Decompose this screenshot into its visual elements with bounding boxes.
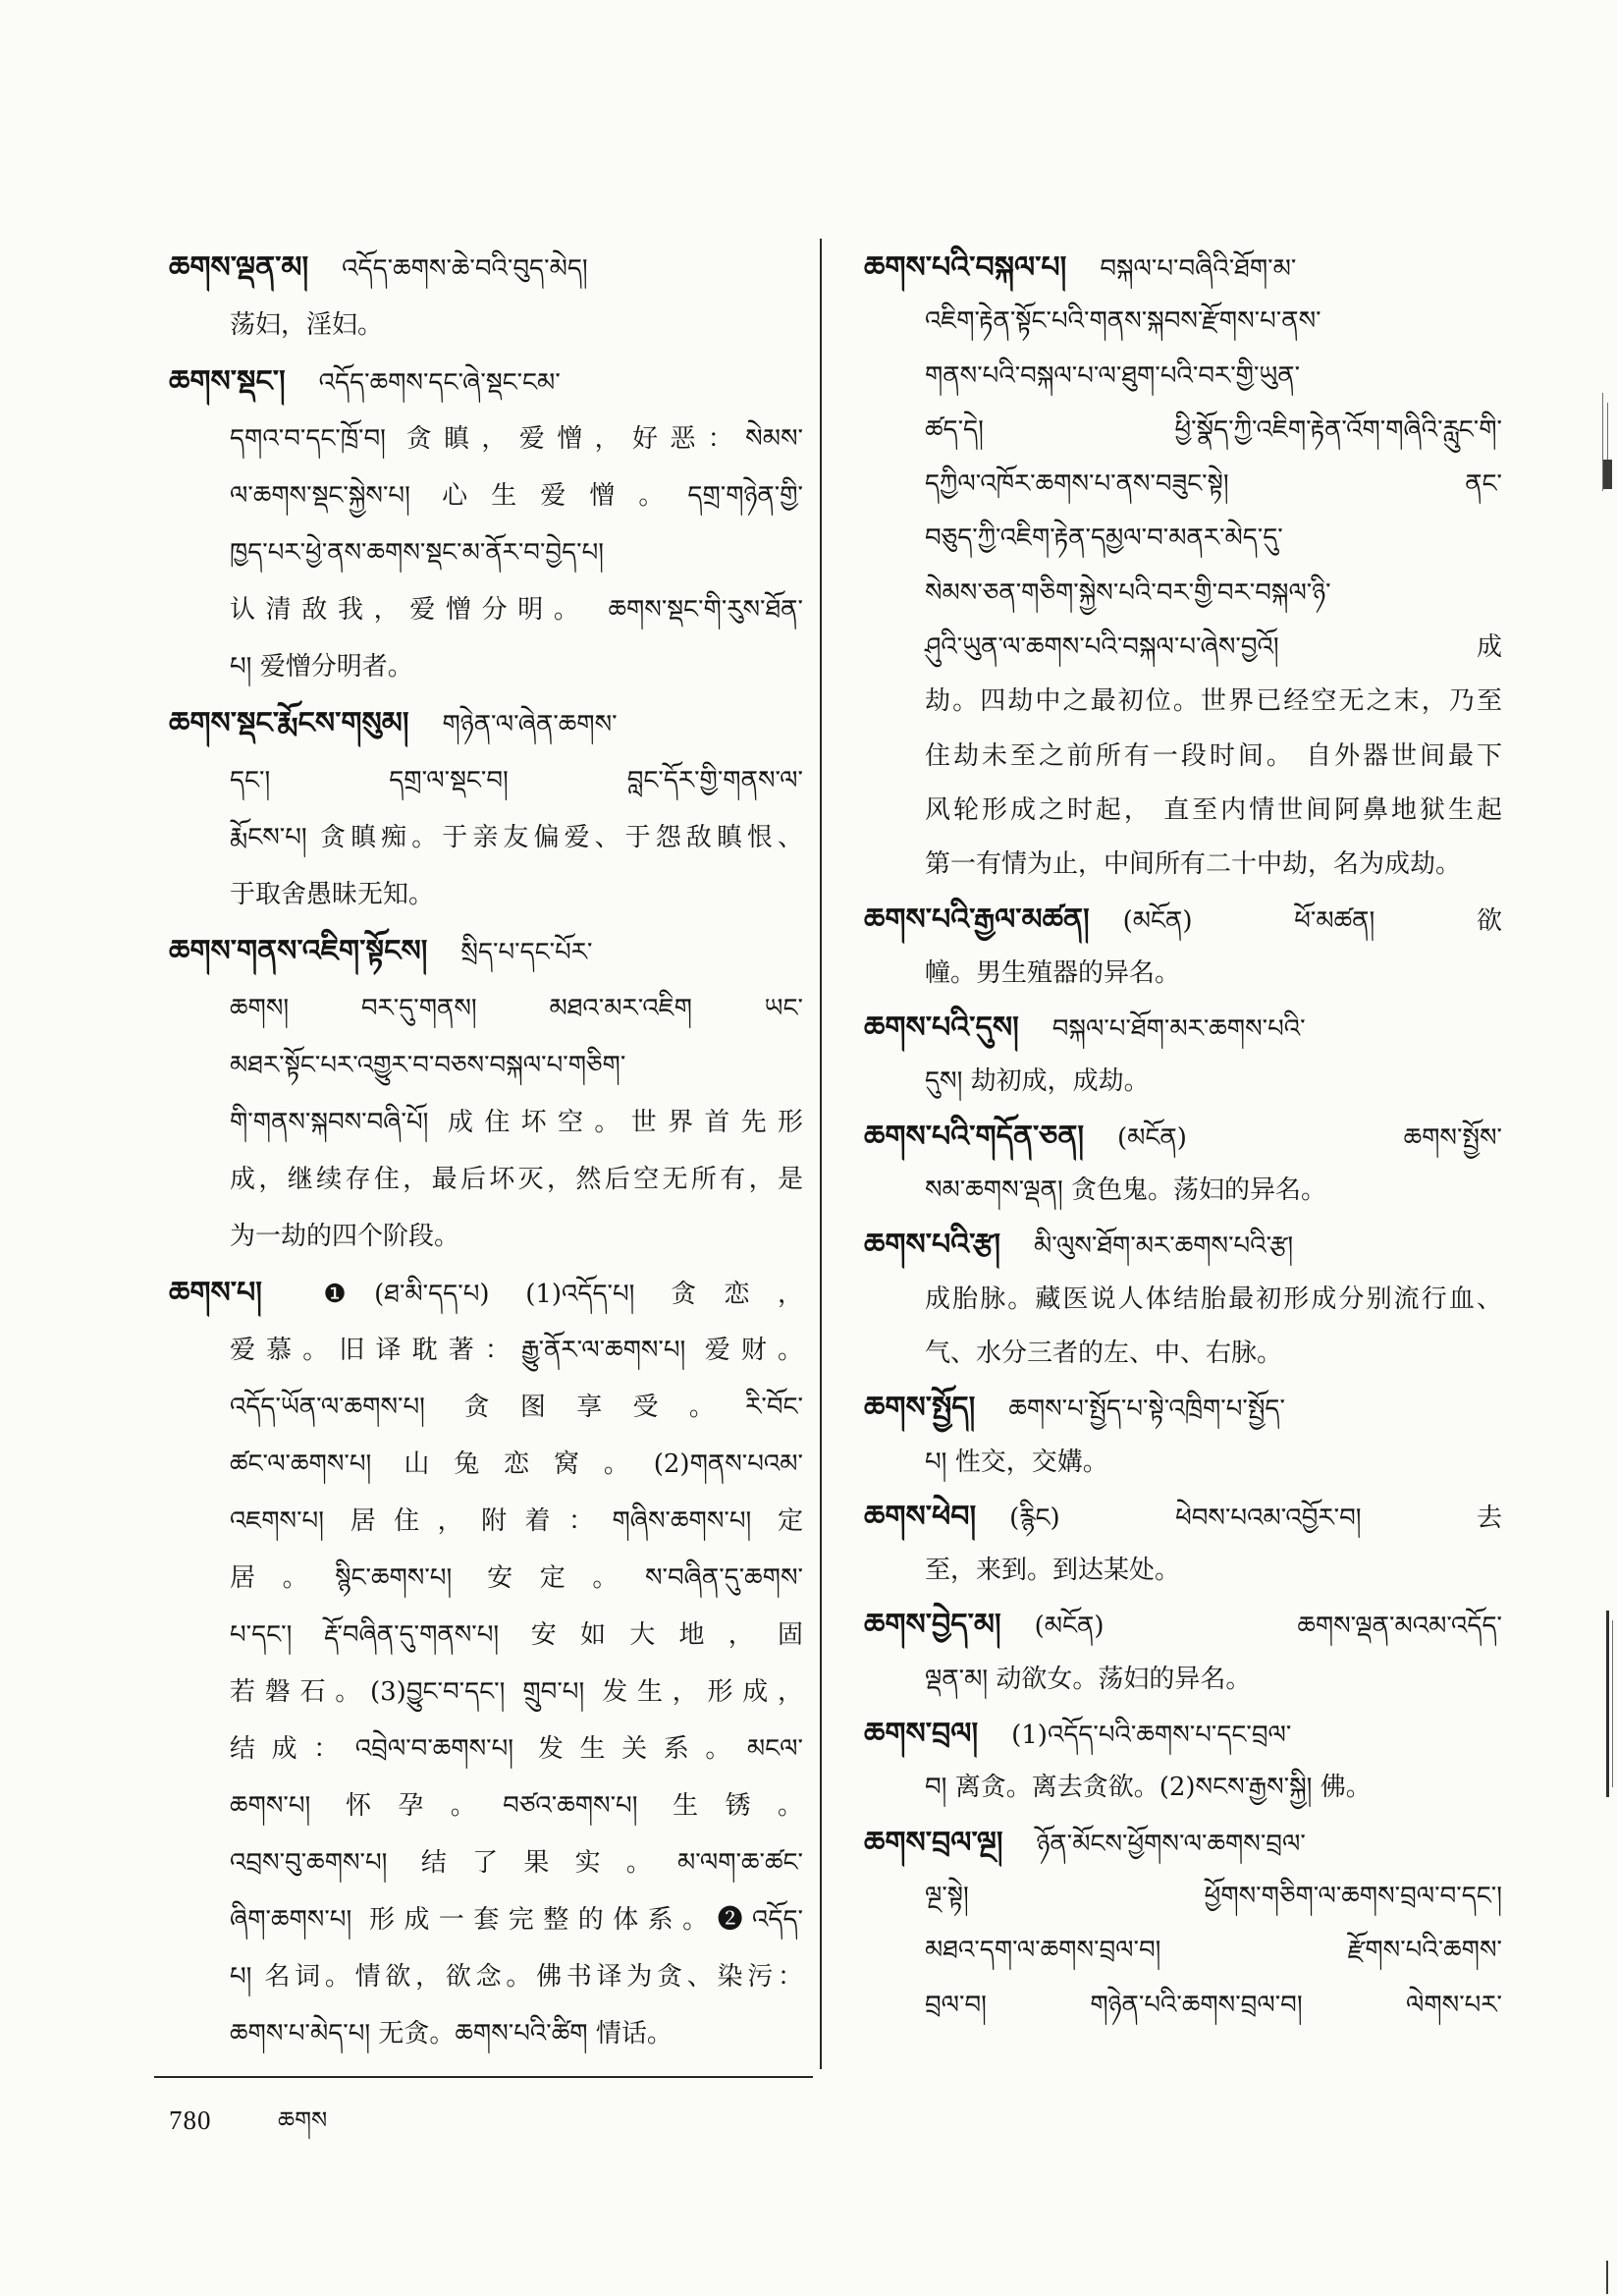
entry-headword: ཆགས་བྱེད་མ།: [864, 1608, 1001, 1643]
entry-first-line: [864, 1110, 1502, 1164]
entry-text: 气、水分三者的左、中、右脉。: [925, 1338, 1283, 1368]
entry-text: (མངོན) ཆགས་ལྡན་མའམ་འདོད་: [1034, 1612, 1502, 1642]
entry-headword: ཆགས་པའི་བསྐལ་པ།: [864, 250, 1067, 285]
entry-headword: ཆགས་ལྡན་མ།: [169, 250, 309, 285]
entry-text: རྨོངས་པ། 贪瞋痴。于亲友偏爱、于怨敌瞋恨、: [230, 823, 803, 852]
entry-text: གཉེན་ལ་ཞེན་ཆགས་: [442, 710, 618, 739]
entry-line: [169, 1322, 803, 1379]
entry-line: [864, 784, 1502, 838]
entry-line: [864, 1761, 1502, 1815]
entry-line: [169, 1094, 803, 1151]
entry-first-line: [864, 1598, 1502, 1652]
entry-text: མི་ལུས་ཐོག་མར་ཆགས་པའི་རྩ།: [1034, 1231, 1294, 1262]
entry-line: [169, 1208, 803, 1265]
entry-text: ❶(ཐ་མི་དད་པ) (1)འདོད་པ། 贪恋，: [295, 1280, 803, 1309]
entry-line: [864, 621, 1502, 675]
scan-artifact: [1612, 1620, 1613, 1787]
entry-headword: ཆགས་པའི་གདོན་ཅན།: [864, 1119, 1085, 1154]
entry-line: [169, 1379, 803, 1436]
entry-line: [864, 404, 1502, 458]
entry-text: གི་གནས་སྐབས་བཞི་པོ། 成住坏空。世界首先形: [230, 1108, 803, 1137]
entry-text: ཚད་དེ། ཕྱི་སྣོད་ཀྱི་འཇིག་རྟེན་འོག་གཞིའི་རླུང་གི་: [925, 414, 1502, 445]
entry-first-line: [864, 241, 1502, 295]
entry-line: [864, 295, 1502, 349]
dictionary-entry: [864, 1707, 1502, 1816]
entry-text: (མངོན) ཆགས་སྤྱོས་: [1117, 1122, 1502, 1153]
entry-text: 认清敌我，爱憎分明。 ཆགས་སྡང་གི་རུས་ཐོན་: [230, 595, 803, 625]
entry-line: [864, 730, 1502, 784]
entry-text: པ། 性交，交媾。: [925, 1447, 1108, 1477]
entry-line: [169, 1834, 803, 1891]
entry-headword: ཆགས་བྲལ་ལྔ།: [864, 1825, 1003, 1860]
scan-artifact: [1606, 2261, 1608, 2294]
entry-text: ཉོན་མོངས་ཕྱོགས་ལ་ཆགས་བྲལ་: [1036, 1829, 1306, 1859]
entry-line: [864, 1327, 1502, 1381]
entry-line: [864, 1436, 1502, 1490]
entry-text: ཆགས་པ། 怀孕。བཙའ་ཆགས་པ། 生锈。: [230, 1791, 803, 1821]
entry-line: [864, 350, 1502, 404]
dictionary-entry: [864, 1490, 1502, 1599]
dictionary-entry: [169, 240, 803, 354]
entry-first-line: [864, 1490, 1502, 1544]
entry-line: [864, 1924, 1502, 1978]
entry-text: ཤུའི་ཡུན་ལ་ཆགས་པའི་བསྐལ་པ་ཞེས་བྱའོ། 成: [925, 632, 1502, 663]
entry-text: བསྐལ་པ་བཞིའི་ཐོག་མ་: [1100, 254, 1297, 284]
entry-first-line: [864, 1381, 1502, 1435]
entry-line: [169, 410, 803, 467]
entry-text: 至，来到。到达某处。: [925, 1556, 1181, 1586]
entry-first-line: [864, 1001, 1502, 1055]
entry-text: དང་། དགྲ་ལ་སྡང་བ། བླང་དོར་གྱི་གནས་ལ་: [230, 766, 803, 795]
entry-text: ལྡན་མ། 动欲女。荡妇的异名。: [925, 1664, 1252, 1694]
entry-first-line: [864, 1816, 1502, 1870]
scan-artifact: [1603, 460, 1612, 489]
entry-text: ལ་ཆགས་སྡང་སྐྱེས་པ། 心生爱憎。དགྲ་གཉེན་གྱི་: [230, 481, 803, 511]
entry-text: འཇགས་པ། 居住，附着：གཞིས་ཆགས་པ། 定: [230, 1506, 803, 1536]
entry-text: 于取舍愚昧无知。: [230, 880, 435, 909]
entry-line: [864, 1055, 1502, 1109]
entry-line: [169, 2005, 803, 2062]
entry-text: ལྔ་སྟེ། ཕྱོགས་གཅིག་ལ་ཆགས་བྲལ་བ་དང་།: [925, 1881, 1502, 1911]
entry-text: ཆགས། བར་དུ་གནས། མཐའ་མར་འཇིག ཡང་: [230, 994, 803, 1023]
entry-text: (རྙིང) ཕེབས་པའམ་འབྱོར་བ། 去: [1009, 1503, 1502, 1533]
entry-text: བ། 离贪。离去贪欲。(2)སངས་རྒྱས་སྐྱི། 佛。: [925, 1773, 1372, 1803]
entry-text: 荡妇，淫妇。: [230, 310, 384, 340]
entry-line: [864, 1870, 1502, 1924]
scan-artifact: [1606, 1611, 1609, 1797]
entry-text: གནས་པའི་བསྐལ་པ་ལ་ཐུག་པའི་བར་གྱི་ཡུན་: [925, 360, 1301, 391]
footer-rule: [154, 2076, 813, 2078]
entry-text: 幢。男生殖器的异名。: [925, 957, 1181, 988]
entry-text: སམ་ཆགས་ལྡན། 贪色鬼。荡妇的异名。: [925, 1175, 1327, 1206]
entry-first-line: [864, 1218, 1502, 1272]
entry-line: [169, 467, 803, 524]
entry-line: [864, 947, 1502, 1001]
entry-line: [169, 1037, 803, 1094]
entry-first-line: [169, 1265, 803, 1322]
entry-headword: ཆགས་གནས་འཇིག་སྟོངས།: [169, 934, 428, 968]
entry-headword: ཆགས་པ།: [169, 1276, 262, 1310]
entry-line: [864, 1979, 1502, 2033]
dictionary-entry: [864, 893, 1502, 1002]
entry-text: 成胎脉。藏医说人体结胎最初形成分别流行血、: [925, 1284, 1502, 1314]
entry-line: [169, 866, 803, 923]
entry-line: [169, 809, 803, 866]
entry-text: བཅུད་ཀྱི་འཇིག་རྟེན་དམྱལ་བ་མནར་མེད་དུ་: [925, 523, 1283, 554]
entry-text: 成，继续存住，最后坏灭，然后空无所有，是: [230, 1165, 803, 1194]
left-column: [169, 240, 803, 2068]
entry-text: བསྐལ་པ་ཐོག་མར་ཆགས་པའི་: [1051, 1014, 1306, 1045]
entry-text: དུས། 劫初成，成劫。: [925, 1066, 1150, 1097]
entry-line: [169, 1151, 803, 1208]
entry-line: [169, 581, 803, 638]
entry-text: 第一有情为止，中间所有二十中劫，名为成劫。: [925, 849, 1462, 880]
entry-text: དགའ་བ་དང་ཁྲོ་བ། 贪瞋，爱憎，好恶：སེམས་: [230, 424, 803, 454]
entry-first-line: [169, 240, 803, 297]
entry-text: ཚང་ལ་ཆགས་པ། 山兔恋窝。(2)གནས་པའམ་: [230, 1449, 803, 1479]
entry-line: [864, 675, 1502, 729]
entry-line: [169, 1607, 803, 1664]
entry-text: 居。སྙིང་ཆགས་པ། 安定。ས་བཞིན་དུ་ཆགས་: [230, 1563, 803, 1593]
column-divider: [820, 239, 822, 2069]
running-head: ཆགས: [278, 2106, 328, 2134]
entry-line: [169, 752, 803, 809]
entry-text: 风轮形成之时起， 直至内情世间阿鼻地狱生起: [925, 794, 1502, 825]
entry-headword: ཆགས་པའི་དུས།: [864, 1011, 1019, 1046]
entry-text: ཆགས་པ་སྤྱོད་པ་སྟེ་འཁྲིག་པ་སྤྱོད་: [1008, 1394, 1285, 1425]
entry-text: པ་དང་། རྡོ་བཞིན་དུ་གནས་པ། 安如大地，固: [230, 1620, 803, 1650]
dictionary-entry: [169, 354, 803, 695]
entry-first-line: [169, 923, 803, 980]
entry-text: དཀྱིལ་འཁོར་ཆགས་པ་ནས་བཟུང་སྟེ། ནང་: [925, 469, 1502, 500]
entry-text: 劫。四劫中之最初位。世界已经空无之末，乃至: [925, 686, 1502, 717]
entry-line: [169, 524, 803, 581]
entry-text: འདོད་ཆགས་དང་ཞེ་སྡང་ངམ་: [318, 368, 561, 398]
entry-line: [169, 1436, 803, 1493]
entry-first-line: [864, 893, 1502, 947]
entry-headword: ཆགས་སྤྱོད།: [864, 1391, 976, 1426]
entry-first-line: [169, 354, 803, 410]
entry-line: [169, 1493, 803, 1550]
entry-text: པ། 爱憎分明者。: [230, 652, 413, 682]
entry-text: འཇིག་རྟེན་སྟོང་པའི་གནས་སྐབས་རྫོགས་པ་ནས་: [925, 306, 1321, 337]
entry-text: 结成：འབྲེལ་བ་ཆགས་པ། 发生关系。མངལ་: [230, 1734, 803, 1764]
entry-line: [169, 1550, 803, 1607]
entry-headword: ཆགས་བྲལ།: [864, 1717, 979, 1752]
right-column: [864, 241, 1502, 2065]
entry-text: (1)འདོད་པའི་ཆགས་པ་དང་བྲལ་: [1011, 1721, 1292, 1751]
entry-line: [169, 297, 803, 354]
entry-line: [864, 512, 1502, 566]
entry-text: ཆགས་པ་མེད་པ། 无贪。ཆགས་པའི་ཚིག 情话。: [230, 2019, 673, 2049]
dictionary-entry: [864, 241, 1502, 893]
entry-text: (མངོན) ཕོ་མཚན། 欲: [1122, 905, 1502, 936]
entry-line: [864, 1653, 1502, 1707]
entry-text: སྲིད་པ་དང་པོར་: [460, 938, 593, 967]
entry-line: [864, 1544, 1502, 1598]
entry-line: [169, 1721, 803, 1777]
entry-first-line: [169, 695, 803, 752]
entry-headword: ཆགས་སྡང་།: [169, 364, 286, 399]
entry-text: པ། 名词。情欲，欲念。佛书译为贪、染污：: [230, 1962, 803, 1992]
entry-text: འདོད་ཆགས་ཆེ་བའི་བུད་མེད།: [342, 254, 588, 284]
entry-text: 住劫未至之前所有一段时间。 自外器世间最下: [925, 740, 1502, 771]
entry-text: 爱慕。旧译耽著：རྒྱུ་ནོར་ལ་ཆགས་པ། 爱财。: [230, 1336, 803, 1365]
entry-line: [169, 980, 803, 1037]
entry-headword: ཆགས་ཕེབ།: [864, 1499, 977, 1534]
dictionary-entry: [864, 1381, 1502, 1490]
entry-text: སེམས་ཅན་གཅིག་སྐྱེས་པའི་བར་གྱི་བར་བསྐལ་ཉི་: [925, 577, 1331, 608]
dictionary-entry: [864, 1598, 1502, 1707]
entry-line: [169, 638, 803, 695]
entry-line: [864, 567, 1502, 621]
entry-text: འབྲས་བུ་ཆགས་པ། 结了果实。མ་ལག་ཆ་ཚང་: [230, 1848, 803, 1878]
entry-text: ཁྱད་པར་ཕྱེ་ནས་ཆགས་སྡང་མ་ནོར་བ་བྱེད་པ།: [230, 538, 605, 568]
entry-first-line: [864, 1707, 1502, 1761]
entry-text: འདོད་ཡོན་ལ་ཆགས་པ། 贪图享受。རི་བོང་: [230, 1393, 803, 1422]
entry-headword: ཆགས་པའི་རྒྱལ་མཚན།: [864, 902, 1090, 937]
dictionary-entry: [864, 1001, 1502, 1110]
entry-line: [169, 1948, 803, 2005]
dictionary-entry: [169, 923, 803, 1265]
entry-text: 若磐石。(3)བྱུང་བ་དང་། གྲུབ་པ། 发生，形成，: [230, 1677, 803, 1707]
entry-headword: ཆགས་པའི་རྩ།: [864, 1228, 1001, 1263]
entry-line: [864, 838, 1502, 892]
entry-line: [169, 1777, 803, 1834]
dictionary-entry: [864, 1218, 1502, 1381]
entry-line: [169, 1891, 803, 1948]
dictionary-entry: [864, 1110, 1502, 1219]
entry-line: [864, 1273, 1502, 1327]
dictionary-entry: [864, 1816, 1502, 2033]
entry-headword: ཆགས་སྡང་རྨོངས་གསུམ།: [169, 706, 409, 740]
entry-line: [864, 458, 1502, 512]
entry-text: ཞིག་ཆགས་པ། 形成一套完整的体系。❷འདོད་: [230, 1905, 803, 1935]
entry-text: བྲལ་བ། གཉེན་པའི་ཆགས་བྲལ་བ། ལེགས་པར་: [925, 1990, 1502, 2020]
dictionary-entry: [169, 695, 803, 923]
entry-text: མཐའ་དག་ལ་ཆགས་བྲལ་བ། རྫོགས་པའི་ཆགས་: [925, 1936, 1502, 1966]
entry-line: [169, 1664, 803, 1721]
entry-text: མཐར་སྟོང་པར་འགྱུར་བ་བཅས་བསྐལ་པ་གཅིག་: [230, 1051, 626, 1080]
entry-line: [864, 1164, 1502, 1218]
entry-text: 为一劫的四个阶段。: [230, 1222, 460, 1251]
dictionary-entry: [169, 1265, 803, 2062]
page-number: 780: [169, 2105, 212, 2135]
